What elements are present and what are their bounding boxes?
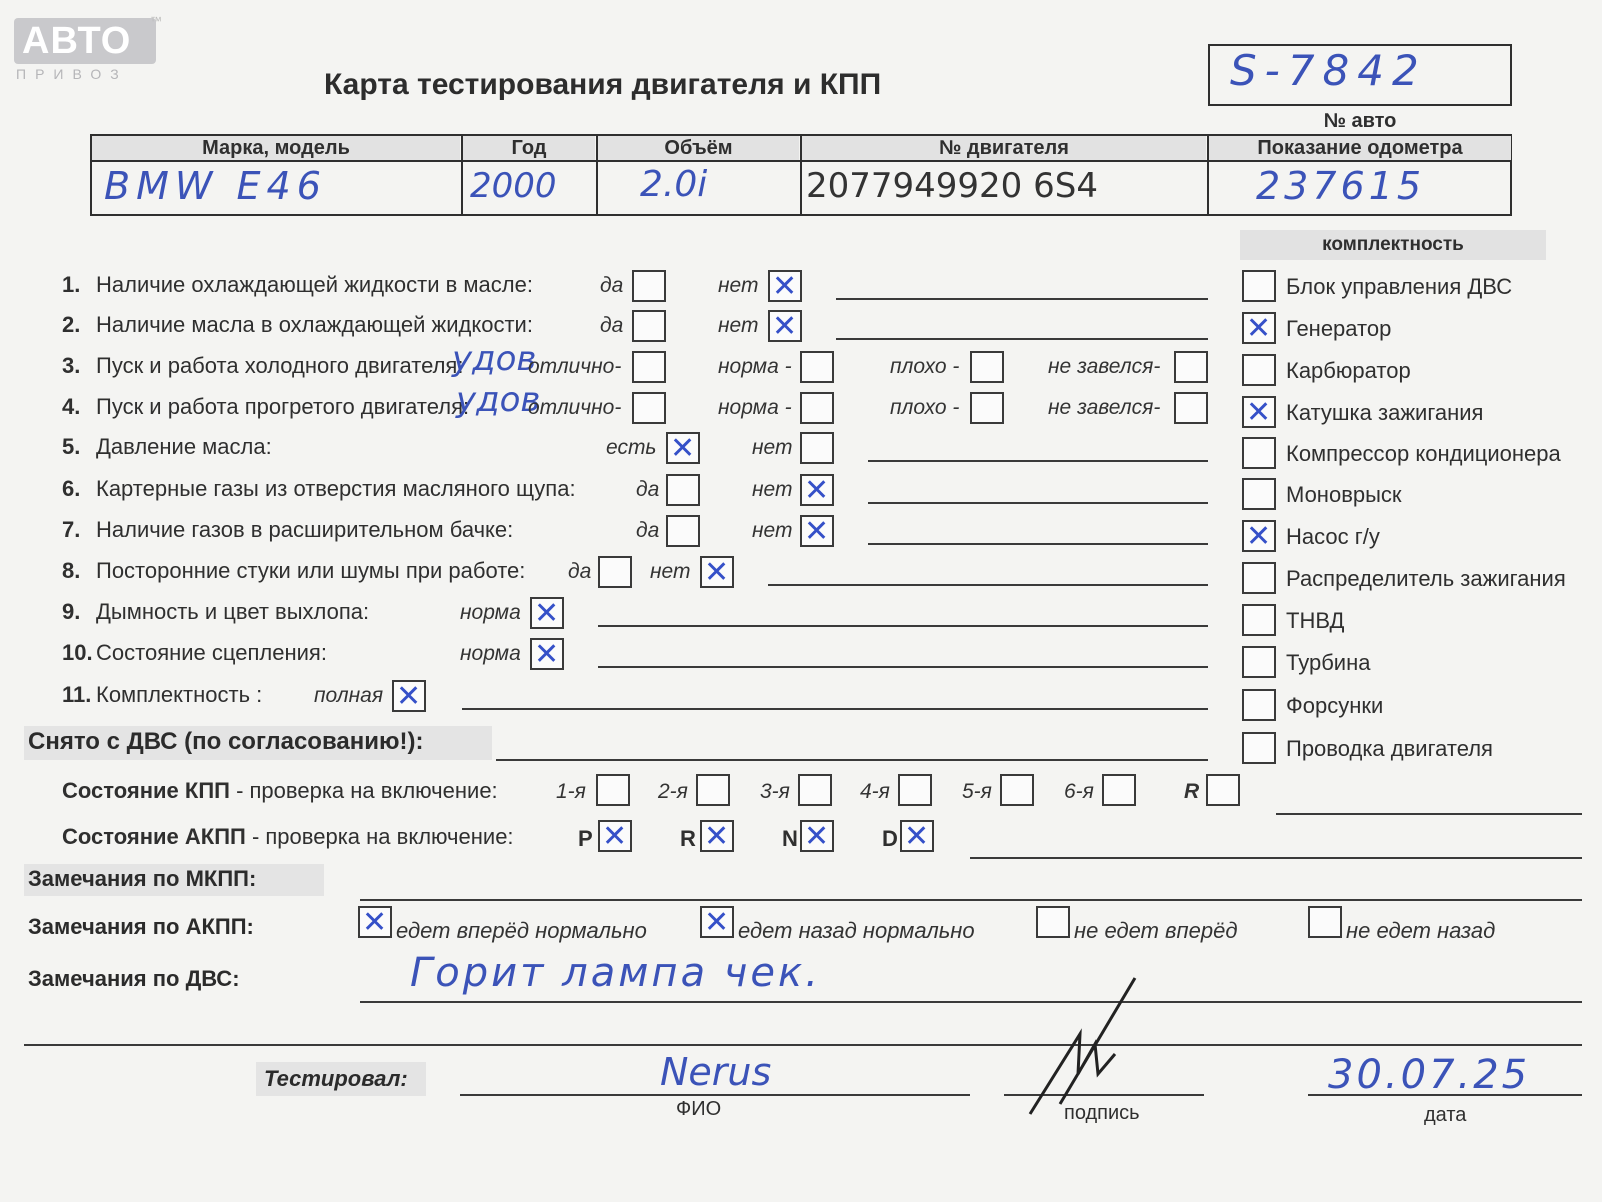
check-option-label: да <box>636 478 660 501</box>
kpp-gear-box[interactable] <box>696 774 730 806</box>
check-option-box[interactable] <box>666 432 700 464</box>
check-option-box[interactable] <box>768 310 802 342</box>
check-option-box[interactable] <box>1174 392 1208 424</box>
check-number: 8. <box>62 558 81 583</box>
check-number: 1. <box>62 272 81 297</box>
fio-label: ФИО <box>676 1098 722 1120</box>
check-option-label: норма - <box>718 355 792 378</box>
akpp-remark-option: не едет назад <box>1346 918 1496 943</box>
check-handwritten-note: удов <box>452 339 537 379</box>
mkpp-remarks-label: Замечания по МКПП: <box>28 866 257 891</box>
check-option-box[interactable] <box>530 638 564 670</box>
value-odometer: 237615 <box>1256 164 1426 208</box>
check-option-box[interactable] <box>530 597 564 629</box>
kpp-gear-label: 3-я <box>760 780 790 803</box>
check-option-label: плохо - <box>890 396 960 419</box>
check-option-label: норма - <box>718 396 792 419</box>
avto-privoz-logo: АВТО <box>14 18 156 64</box>
test-date: 30.07.25 <box>1328 1052 1531 1098</box>
date-label: дата <box>1424 1104 1467 1126</box>
kit-item-label: Карбюратор <box>1286 358 1411 383</box>
check-question: Дымность и цвет выхлопа: <box>96 599 370 624</box>
check-option-box[interactable] <box>666 474 700 506</box>
kpp-gear-label: 6-я <box>1064 780 1094 803</box>
kit-item-label: Распределитель зажигания <box>1286 566 1566 591</box>
akpp-mode-box[interactable] <box>700 820 734 852</box>
check-option-box[interactable] <box>970 351 1004 383</box>
check-option-label: да <box>636 519 660 542</box>
check-number: 2. <box>62 312 81 337</box>
kpp-gear-label: 5-я <box>962 780 992 803</box>
check-option-label: нет <box>752 436 793 459</box>
kit-checkbox[interactable] <box>1242 270 1276 302</box>
check-option-box[interactable] <box>632 351 666 383</box>
akpp-mode-box[interactable] <box>800 820 834 852</box>
check-number: 5. <box>62 434 81 459</box>
tested-label: Тестировал: <box>264 1066 408 1091</box>
check-option-label: нет <box>650 560 691 583</box>
trademark: ™ <box>150 14 162 28</box>
akpp-mode-label: D <box>882 826 898 851</box>
check-option-label: да <box>600 314 624 337</box>
check-comment-line[interactable] <box>836 298 1208 300</box>
check-question: Пуск и работа холодного двигателя: <box>96 353 464 378</box>
kpp-gear-box[interactable] <box>1000 774 1034 806</box>
check-handwritten-note: удов <box>456 380 541 420</box>
value-engine-number: 2077949920 6S4 <box>806 166 1098 206</box>
col-volume: Объём <box>598 136 799 160</box>
check-option-box[interactable] <box>970 392 1004 424</box>
check-option-box[interactable] <box>598 556 632 588</box>
kpp-gear-box[interactable] <box>898 774 932 806</box>
kit-item-label: Проводка двигателя <box>1286 736 1493 761</box>
removed-label: Снято с ДВС (по согласованию!): <box>28 728 424 755</box>
check-question: Картерные газы из отверстия масляного щупа: <box>96 476 576 501</box>
check-option-label: нет <box>752 519 793 542</box>
akpp-remark-box[interactable] <box>700 906 734 938</box>
tester-name: Nerus <box>660 1050 772 1094</box>
kit-checkbox[interactable] <box>1242 562 1276 594</box>
check-comment-line[interactable] <box>868 543 1208 545</box>
check-comment-line[interactable] <box>462 708 1208 710</box>
value-make-model: BMW E46 <box>104 164 327 208</box>
kit-title: комплектность <box>1240 230 1546 260</box>
kit-item-label: Блок управления ДВС <box>1286 274 1513 299</box>
check-option-box[interactable] <box>1174 351 1208 383</box>
check-option-box[interactable] <box>800 474 834 506</box>
check-question: Давление масла: <box>96 434 272 459</box>
check-number: 11. <box>62 682 92 707</box>
kit-checkbox[interactable] <box>1242 689 1276 721</box>
check-option-box[interactable] <box>632 392 666 424</box>
akpp-remark-box[interactable] <box>358 906 392 938</box>
signature-label: подпись <box>1064 1102 1140 1124</box>
kpp-gear-box[interactable] <box>596 774 630 806</box>
logo-subtitle: ПРИВОЗ <box>16 66 128 82</box>
check-option-label: полная <box>314 684 384 707</box>
check-option-label: да <box>600 274 624 297</box>
kit-checkbox[interactable] <box>1242 354 1276 386</box>
akpp-label: Состояние АКПП - проверка на включение: <box>62 824 514 849</box>
akpp-remarks-label: Замечания по АКПП: <box>28 914 254 939</box>
check-comment-line[interactable] <box>836 338 1208 340</box>
kpp-label: Состояние КПП - проверка на включение: <box>62 778 498 803</box>
kit-checkbox[interactable] <box>1242 396 1276 428</box>
akpp-mode-box[interactable] <box>598 820 632 852</box>
dvs-remarks-label: Замечания по ДВС: <box>28 966 240 991</box>
check-option-label: отлично- <box>528 355 622 378</box>
dvs-remarks-line <box>360 1001 1582 1003</box>
fio-line <box>460 1094 970 1096</box>
akpp-remark-box[interactable] <box>1308 906 1342 938</box>
check-question: Наличие газов в расширительном бачке: <box>96 517 514 542</box>
kpp-gear-label: 2-я <box>658 780 688 803</box>
check-option-label: не завелся- <box>1048 396 1161 419</box>
check-comment-line[interactable] <box>598 625 1208 627</box>
kpp-gear-box[interactable] <box>1206 774 1240 806</box>
check-question: Наличие охлаждающей жидкости в масле: <box>96 272 533 297</box>
dvs-remarks-line-2 <box>24 1044 1582 1046</box>
check-option-box[interactable] <box>800 351 834 383</box>
akpp-mode-box[interactable] <box>900 820 934 852</box>
check-option-label: плохо - <box>890 355 960 378</box>
check-option-label: есть <box>606 436 657 459</box>
check-number: 9. <box>62 599 81 624</box>
col-engine-number: № двигателя <box>802 136 1206 160</box>
col-odometer: Показание одометра <box>1209 136 1511 160</box>
check-option-box[interactable] <box>632 270 666 302</box>
kit-item-label: Катушка зажигания <box>1286 400 1484 425</box>
col-year: Год <box>463 136 595 160</box>
check-comment-line[interactable] <box>868 460 1208 462</box>
kit-checkbox[interactable] <box>1242 604 1276 636</box>
value-year: 2000 <box>470 166 557 206</box>
akpp-remark-option: едет назад нормально <box>738 918 975 943</box>
kit-item-label: Форсунки <box>1286 693 1384 718</box>
kpp-gear-label: 4-я <box>860 780 890 803</box>
akpp-remark-box[interactable] <box>1036 906 1070 938</box>
check-question: Посторонние стуки или шумы при работе: <box>96 558 526 583</box>
check-option-box[interactable] <box>768 270 802 302</box>
check-question: Комплектность : <box>96 682 263 707</box>
kit-checkbox[interactable] <box>1242 646 1276 678</box>
akpp-line <box>970 857 1582 859</box>
check-option-box[interactable] <box>392 680 426 712</box>
kpp-gear-box[interactable] <box>798 774 832 806</box>
kit-checkbox[interactable] <box>1242 478 1276 510</box>
check-question: Наличие масла в охлаждающей жидкости: <box>96 312 533 337</box>
kit-checkbox[interactable] <box>1242 732 1276 764</box>
card-title: Карта тестирования двигателя и КПП <box>324 68 882 101</box>
check-option-box[interactable] <box>632 310 666 342</box>
check-option-label: отлично- <box>528 396 622 419</box>
kit-checkbox[interactable] <box>1242 520 1276 552</box>
check-option-label: да <box>568 560 592 583</box>
kpp-gear-label: R <box>1184 780 1200 803</box>
kit-item-label: Генератор <box>1286 316 1392 341</box>
kit-item-label: ТНВД <box>1286 608 1345 633</box>
kit-item-label: Компрессор кондиционера <box>1286 441 1561 466</box>
akpp-remark-option: не едет вперёд <box>1074 918 1238 943</box>
check-option-label: норма <box>460 601 521 624</box>
kit-checkbox[interactable] <box>1242 312 1276 344</box>
auto-number-label: № авто <box>1323 110 1397 132</box>
kpp-line <box>1276 813 1582 815</box>
removed-line <box>496 759 1208 761</box>
check-option-label: нет <box>718 274 759 297</box>
check-number: 7. <box>62 517 81 542</box>
check-number: 6. <box>62 476 81 501</box>
col-make-model: Марка, модель <box>92 136 460 160</box>
check-question: Состояние сцепления: <box>96 640 327 665</box>
kit-item-label: Моноврыск <box>1286 482 1402 507</box>
check-number: 3. <box>62 353 81 378</box>
kpp-gear-label: 1-я <box>556 780 586 803</box>
check-option-box[interactable] <box>700 556 734 588</box>
check-option-label: нет <box>752 478 793 501</box>
akpp-mode-label: N <box>782 826 798 851</box>
kit-item-label: Турбина <box>1286 650 1371 675</box>
check-option-box[interactable] <box>800 515 834 547</box>
kit-item-label: Насос г/у <box>1286 524 1380 549</box>
check-option-box[interactable] <box>800 392 834 424</box>
mkpp-remarks-line <box>360 899 1582 901</box>
check-option-label: норма <box>460 642 521 665</box>
value-volume: 2.0i <box>640 164 708 205</box>
dvs-remarks-note: Горит лампа чек. <box>410 950 821 996</box>
auto-number-box <box>1208 44 1512 106</box>
date-line <box>1308 1094 1582 1096</box>
kpp-gear-box[interactable] <box>1102 774 1136 806</box>
akpp-remark-option: едет вперёд нормально <box>396 918 647 943</box>
check-question: Пуск и работа прогретого двигателя: <box>96 394 470 419</box>
check-comment-line[interactable] <box>868 502 1208 504</box>
check-comment-line[interactable] <box>598 666 1208 668</box>
check-number: 10. <box>62 640 93 665</box>
check-number: 4. <box>62 394 81 419</box>
check-comment-line[interactable] <box>768 584 1208 586</box>
akpp-mode-label: P <box>578 826 593 851</box>
kit-checkbox[interactable] <box>1242 437 1276 469</box>
auto-number-value: S-7842 <box>1230 46 1427 95</box>
akpp-mode-label: R <box>680 826 696 851</box>
check-option-label: не завелся- <box>1048 355 1161 378</box>
check-option-box[interactable] <box>666 515 700 547</box>
check-option-box[interactable] <box>800 432 834 464</box>
check-option-label: нет <box>718 314 759 337</box>
